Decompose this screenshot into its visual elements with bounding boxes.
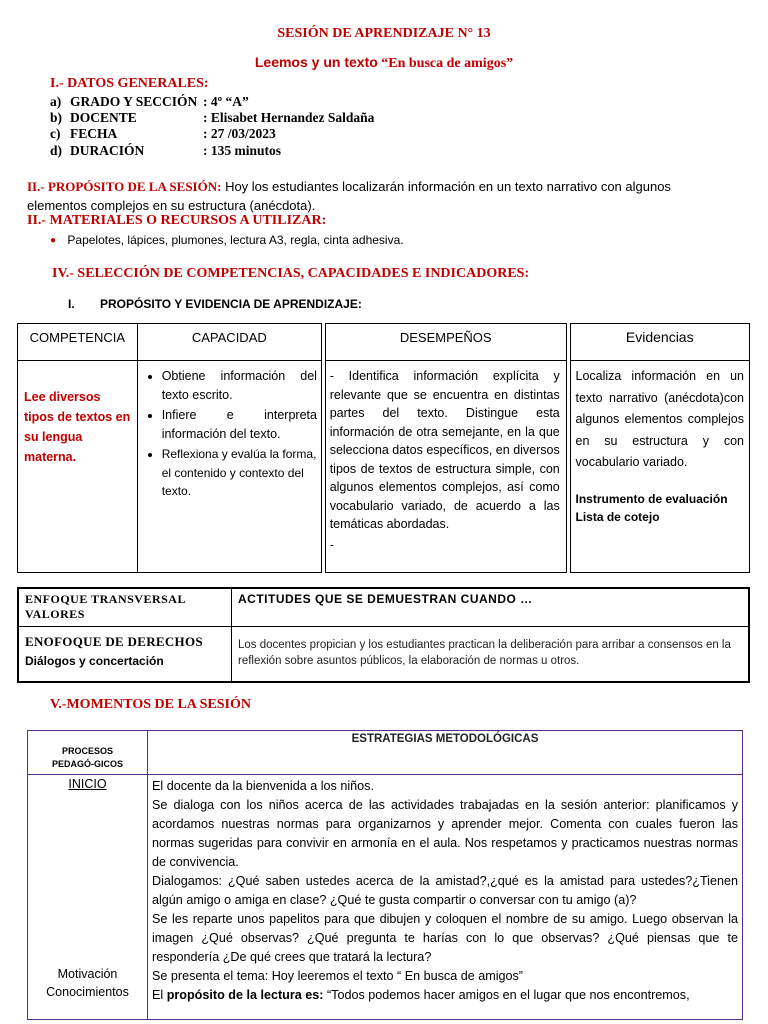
enfoque-row-right: Los docentes propician y los estudiantes practican la deliberación para arribar a consensos en la reflexión sobre asuntos públicos, la elaboración de normas u otros. [232, 626, 750, 682]
conocimientos-label: Conocimientos [46, 985, 129, 999]
general-label: GRADO Y SECCIÓN [70, 94, 198, 109]
momentos-table [27, 730, 743, 1020]
capacidad-item: • Infiere e interpreta información del texto. [162, 406, 317, 443]
header-competencia: COMPETENCIA [18, 324, 138, 361]
materiales-heading: II.- MATERIALES O RECURSOS A UTILIZAR: [27, 213, 327, 228]
proposito-evidencia-text: PROPÓSITO Y EVIDENCIA DE APRENDIZAJE: [100, 297, 362, 311]
general-key: b) [50, 110, 63, 125]
momentos-header-left: PROCESOS PEDAGÓ-GICOS [28, 731, 148, 775]
proposito-text: Hoy los estudiantes localizarán información en un texto narrativo con algunos elementos complejos en su estructura (anécdota). [27, 179, 671, 213]
page-title: SESIÓN DE APRENDIZAJE N° 13 [277, 26, 491, 41]
competencia-cell [18, 361, 138, 573]
subtitle-quoted: “En busca de amigos” [381, 56, 514, 71]
estrategia-paragraph: Dialogamos: ¿Qué saben ustedes acerca de la amistad?,¿qué es la amistad para ustedes?¿Tienen algún amigo o amiga en clase? ¿Qué te gusta compartir o conversar con tu amigo (a)? [152, 874, 738, 907]
general-label: DURACIÓN [70, 143, 145, 158]
competencia-text: Lee diversos tipos de textos en su lengua materna. [24, 390, 131, 464]
competencias-table [17, 323, 750, 573]
subtitle-prefix: Leemos y un texto [254, 54, 378, 70]
capacidad-item: • Reflexiona y evalúa la forma, el contenido y contexto del texto. [162, 445, 317, 501]
motivacion-label: Motivación [57, 967, 118, 981]
header-desempenos: DESEMPEÑOS [325, 324, 566, 361]
proposito-heading: II.- PROPÓSITO DE LA SESIÓN: [27, 179, 222, 194]
general-value: : 27 /03/2023 [203, 126, 276, 141]
proposito-section [27, 177, 727, 215]
desempenos-cell [325, 361, 566, 573]
materiales-item-text: Papelotes, lápices, plumones, lectura A3, regla, cinta adhesiva. [67, 233, 404, 247]
estrategia-paragraph: Se les reparte unos papelitos para que dibujen y coloquen el nombre de su amigo. Luego observan la imagen ¿Qué observas? ¿Qué pregunta te harías con lo que observas? ¿Qué piensas que te respondería ¿De qué crees que tratará la lectura? [152, 912, 738, 964]
general-label: DOCENTE [70, 110, 137, 125]
session-subtitle [0, 54, 768, 72]
inicio-label: INICIO [68, 777, 107, 791]
estrategia-paragraph: El docente da la bienvenida a los niños. [152, 779, 374, 793]
evidencia-text: Localiza información en un texto narrativo (anécdota)con algunos elementos complejos en su estructura y con vocabulario variado. [575, 369, 744, 469]
general-key: a) [50, 94, 62, 109]
enfoque-row-left: ENOFOQUE DE DERECHOS Diálogos y concertación [18, 626, 232, 682]
estrategia-paragraph: Se dialoga con los niños acerca de las actividades trabajadas en la sesión anterior: planificamos y acordamos nuestras normas para organizarnos y aprender mejor. Comenta con cuales fueron las normas sugeridas para convivir en armonía en el aula. Nos respetamos y practicamos nuestras normas de convivencia. [152, 798, 738, 869]
enfoque-header-right: ACTITUDES QUE SE DEMUESTRAN CUANDO … [232, 588, 750, 626]
estrategias-cell [148, 775, 743, 1020]
estrategias-text [152, 777, 738, 1005]
general-label: FECHA [70, 126, 118, 141]
desempeno-extra: - [329, 537, 334, 552]
proposito-evidencia-heading [68, 297, 362, 311]
general-value: : 4º “A” [203, 94, 249, 109]
evidencias-cell [570, 361, 750, 573]
bullet-icon: ● [50, 235, 57, 246]
estrategia-paragraph: Se presenta el tema: Hoy leeremos el texto “ En busca de amigos” [152, 969, 523, 983]
capacidad-item: • Obtiene información del texto escrito. [162, 367, 317, 404]
desempeno-text: - Identifica información explícita y relevante que se encuentra en distintas partes del texto. Distingue esta información de otra semejante, en la que selecciona datos específicos, en diversos tipos de textos de estructura simple, con algunos elementos complejos, así como vocabulario variado, de acuerdo a las temáticas abordadas. [329, 369, 560, 531]
datos-generales-heading: I.- DATOS GENERALES: [50, 76, 209, 91]
general-value: : 135 minutos [203, 143, 282, 158]
general-key: c) [50, 126, 61, 141]
enfoque-table [17, 587, 750, 683]
capacidades-list [140, 367, 317, 501]
capacidad-cell [137, 361, 321, 573]
instrumento-label: Instrumento de evaluación [575, 491, 728, 506]
momentos-heading: V.-MOMENTOS DE LA SESIÓN [50, 697, 251, 712]
materiales-item [50, 233, 404, 247]
instrumento-value: Lista de cotejo [575, 509, 660, 524]
momentos-header-right: ESTRATEGIAS METODOLÓGICAS [148, 731, 743, 775]
general-value: : Elisabet Hernandez Saldaña [203, 110, 375, 125]
general-key: d) [50, 143, 63, 158]
header-capacidad: CAPACIDAD [137, 324, 321, 361]
enfoque-header-left: ENFOQUE TRANSVERSAL VALORES [18, 588, 232, 626]
seleccion-heading: IV.- SELECCIÓN DE COMPETENCIAS, CAPACIDADES E INDICADORES: [52, 266, 530, 281]
header-evidencias: Evidencias [570, 324, 750, 361]
estrategia-last-paragraph: El propósito de la lectura es: “Todos podemos hacer amigos en el lugar que nos encontremos, [152, 988, 690, 1002]
list-number: I. [68, 297, 75, 311]
procesos-cell [28, 775, 148, 1020]
